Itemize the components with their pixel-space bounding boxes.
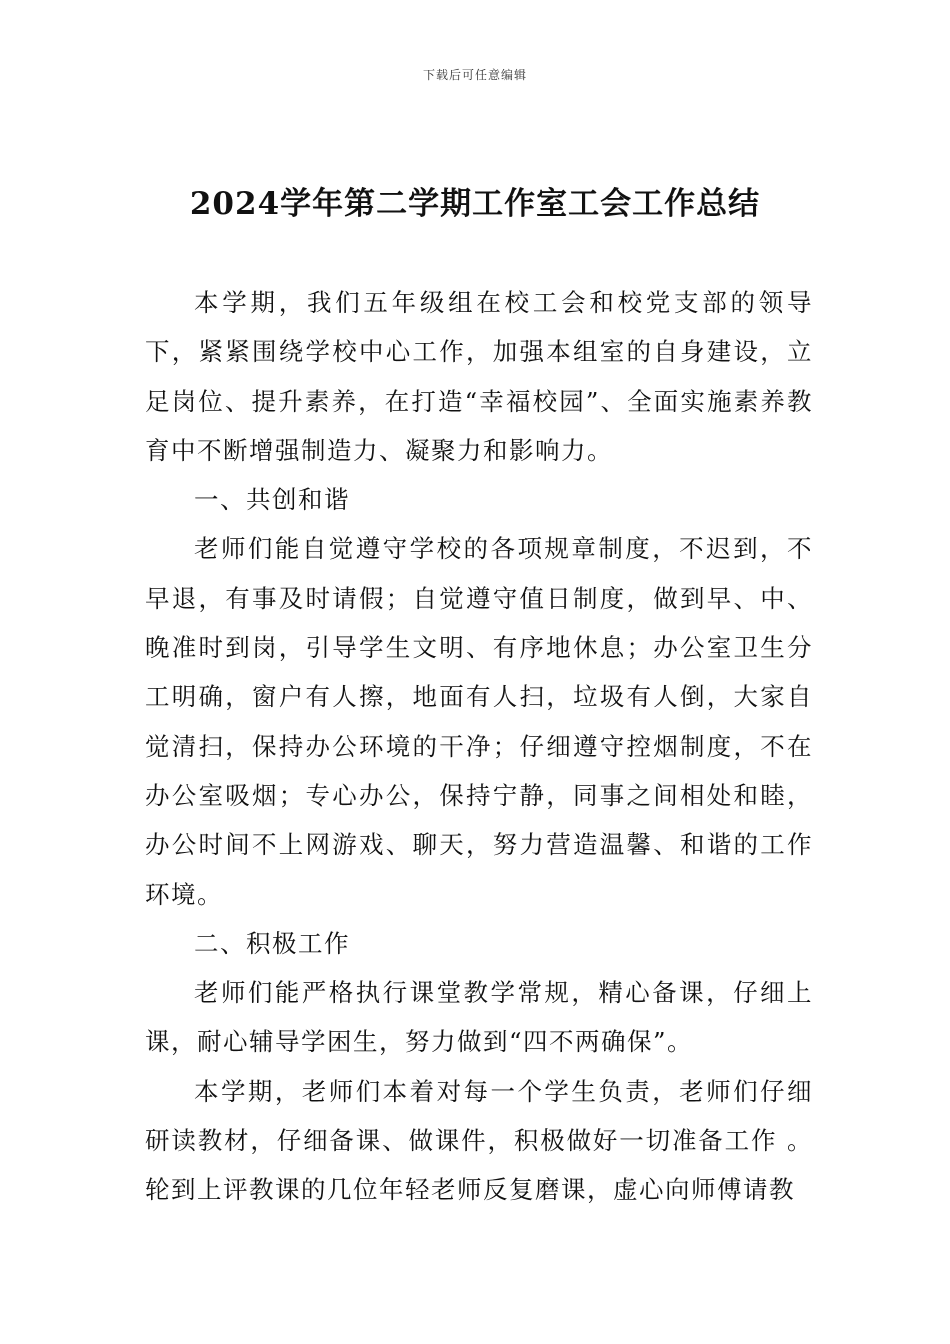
section-heading-1: 一、共创和谐 <box>194 485 350 515</box>
paragraph-section-2b: 本学期，老师们本着对每一个学生负责，老师们仔细研读教材，仔细备课、做课件，积极做好一切准备工作 。轮到上评教课的几位年轻老师反复磨课，虚心向师傅请教 <box>145 1076 813 1205</box>
document-body <box>145 278 813 1215</box>
document-title: 2024学年第二学期工作室工会工作总结 <box>189 186 761 222</box>
section-heading-2: 二、积极工作 <box>194 928 350 958</box>
paragraph-section-2a: 老师们能严格执行课堂教学常规，精心备课，仔细上课，耐心辅导学困生，努力做到“四不两确保”。 <box>145 978 813 1057</box>
paragraph-intro: 本学期，我们五年级组在校工会和校党支部的领导下，紧紧围绕学校中心工作，加强本组室的自身建设，立足岗位、提升素养，在打造“幸福校园”、全面实施素养教育中不断增强制造力、凝聚力和影响力。 <box>145 288 813 465</box>
paragraph-section-1: 老师们能自觉遵守学校的各项规章制度，不迟到，不早退，有事及时请假；自觉遵守值日制度，做到早、中、晚准时到岗，引导学生文明、有序地休息；办公室卫生分工明确，窗户有人擦，地面有人扫，垃圾有人倒，大家自觉清扫，保持办公环境的干净；仔细遵守控烟制度，不在办公室吸烟；专心办公，保持宁静，同事之间相处和睦，办公时间不上网游戏、聊天，努力营造温馨、和谐的工作环境。 <box>145 534 813 909</box>
header-note: 下载后可任意编辑 <box>422 68 527 82</box>
